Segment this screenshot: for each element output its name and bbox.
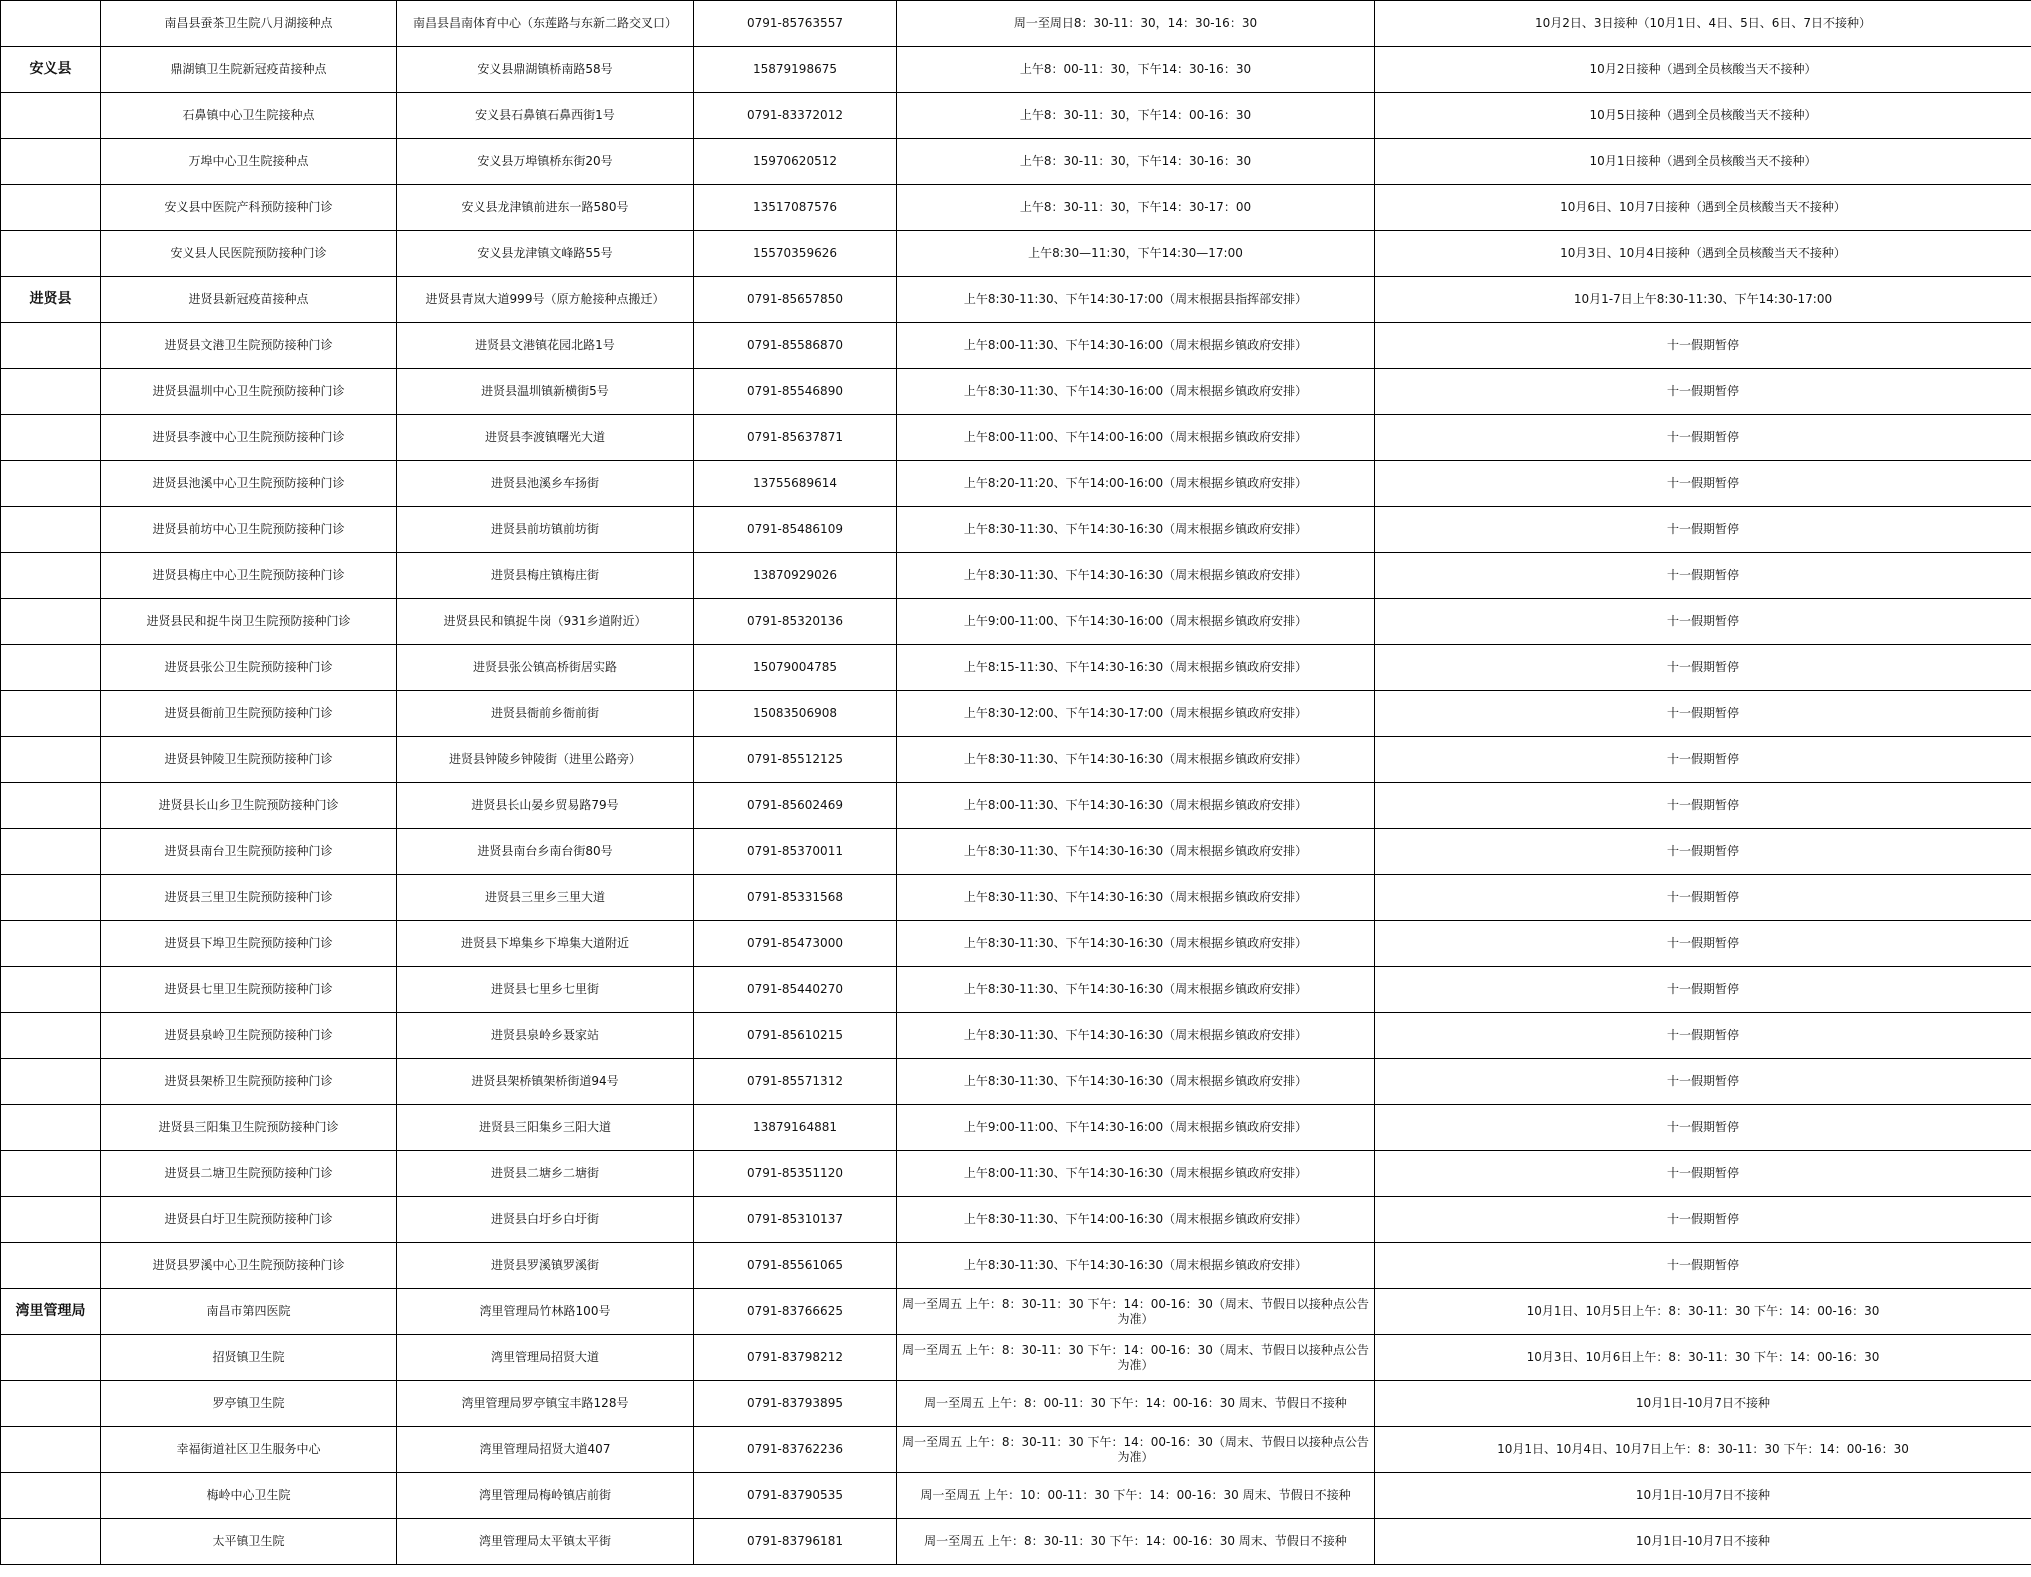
hours-cell: 上午8:20-11:20、下午14:00-16:00（周末根据乡镇政府安排） — [897, 461, 1375, 507]
hours-cell: 周一至周日8：30-11：30，14：30-16：30 — [897, 1, 1375, 47]
county-cell — [1, 1335, 101, 1381]
county-cell — [1, 553, 101, 599]
hours-cell: 上午9:00-11:00、下午14:30-16:00（周末根据乡镇政府安排） — [897, 1105, 1375, 1151]
table-row — [1, 1197, 2031, 1243]
address-cell: 进贤县三里乡三里大道 — [397, 875, 694, 921]
hours-cell: 上午8:30-11:30、下午14:30-16:30（周末根据乡镇政府安排） — [897, 1013, 1375, 1059]
table-row — [1, 875, 2031, 921]
table-row — [1, 737, 2031, 783]
phone-cell: 0791-85637871 — [694, 415, 897, 461]
site-name-cell: 进贤县三里卫生院预防接种门诊 — [101, 875, 397, 921]
county-cell — [1, 1381, 101, 1427]
holiday-schedule-cell: 十一假期暂停 — [1375, 415, 2031, 461]
address-cell: 进贤县三阳集乡三阳大道 — [397, 1105, 694, 1151]
address-cell: 湾里管理局招贤大道407 — [397, 1427, 694, 1473]
holiday-schedule-cell: 10月5日接种（遇到全员核酸当天不接种） — [1375, 93, 2031, 139]
phone-cell: 0791-83766625 — [694, 1289, 897, 1335]
hours-cell: 上午8:00-11:00、下午14:00-16:00（周末根据乡镇政府安排） — [897, 415, 1375, 461]
holiday-schedule-cell: 十一假期暂停 — [1375, 921, 2031, 967]
address-cell: 进贤县架桥镇架桥街道94号 — [397, 1059, 694, 1105]
site-name-cell: 安义县人民医院预防接种门诊 — [101, 231, 397, 277]
hours-cell: 上午8:30-11:30、下午14:30-17:00（周末根据县指挥部安排） — [897, 277, 1375, 323]
address-cell: 安义县鼎湖镇桥南路58号 — [397, 47, 694, 93]
address-cell: 进贤县南台乡南台街80号 — [397, 829, 694, 875]
holiday-schedule-cell: 10月1-7日上午8:30-11:30、下午14:30-17:00 — [1375, 277, 2031, 323]
holiday-schedule-cell: 十一假期暂停 — [1375, 829, 2031, 875]
site-name-cell: 进贤县三阳集卫生院预防接种门诊 — [101, 1105, 397, 1151]
hours-cell: 上午9:00-11:00、下午14:30-16:00（周末根据乡镇政府安排） — [897, 599, 1375, 645]
hours-cell: 上午8:30-11:30、下午14:30-16:30（周末根据乡镇政府安排） — [897, 1059, 1375, 1105]
county-cell — [1, 1059, 101, 1105]
county-cell — [1, 783, 101, 829]
table-row — [1, 1381, 2031, 1427]
site-name-cell: 进贤县池溪中心卫生院预防接种门诊 — [101, 461, 397, 507]
site-name-cell: 进贤县新冠疫苗接种点 — [101, 277, 397, 323]
hours-cell: 上午8:00-11:30、下午14:30-16:30（周末根据乡镇政府安排） — [897, 1151, 1375, 1197]
table-row — [1, 967, 2031, 1013]
county-cell — [1, 967, 101, 1013]
site-name-cell: 进贤县李渡中心卫生院预防接种门诊 — [101, 415, 397, 461]
hours-cell: 上午8:30-11:30、下午14:30-16:30（周末根据乡镇政府安排） — [897, 967, 1375, 1013]
county-cell — [1, 1197, 101, 1243]
phone-cell: 0791-85602469 — [694, 783, 897, 829]
address-cell: 进贤县青岚大道999号（原方舱接种点搬迁） — [397, 277, 694, 323]
holiday-schedule-cell: 十一假期暂停 — [1375, 737, 2031, 783]
holiday-schedule-cell: 10月3日、10月4日接种（遇到全员核酸当天不接种） — [1375, 231, 2031, 277]
hours-cell: 上午8:00-11:30、下午14:30-16:30（周末根据乡镇政府安排） — [897, 783, 1375, 829]
hours-cell: 上午8:30-11:30、下午14:30-16:30（周末根据乡镇政府安排） — [897, 737, 1375, 783]
table-row — [1, 1289, 2031, 1335]
holiday-schedule-cell: 十一假期暂停 — [1375, 645, 2031, 691]
holiday-schedule-cell: 十一假期暂停 — [1375, 1151, 2031, 1197]
table-row — [1, 1059, 2031, 1105]
table-row — [1, 277, 2031, 323]
holiday-schedule-cell: 10月3日、10月6日上午：8：30-11：30 下午：14：00-16：30 — [1375, 1335, 2031, 1381]
address-cell: 进贤县罗溪镇罗溪街 — [397, 1243, 694, 1289]
phone-cell: 0791-85310137 — [694, 1197, 897, 1243]
table-row — [1, 1519, 2031, 1565]
site-name-cell: 南昌市第四医院 — [101, 1289, 397, 1335]
address-cell: 进贤县长山晏乡贸易路79号 — [397, 783, 694, 829]
table-row — [1, 1427, 2031, 1473]
county-cell — [1, 1519, 101, 1565]
holiday-schedule-cell: 10月2日、3日接种（10月1日、4日、5日、6日、7日不接种） — [1375, 1, 2031, 47]
hours-cell: 周一至周五 上午：8：00-11：30 下午：14：00-16：30 周末、节假日不接种 — [897, 1381, 1375, 1427]
county-cell — [1, 1151, 101, 1197]
phone-cell: 0791-83798212 — [694, 1335, 897, 1381]
address-cell: 进贤县下埠集乡下埠集大道附近 — [397, 921, 694, 967]
phone-cell: 15570359626 — [694, 231, 897, 277]
phone-cell: 0791-85657850 — [694, 277, 897, 323]
holiday-schedule-cell: 十一假期暂停 — [1375, 783, 2031, 829]
site-name-cell: 进贤县七里卫生院预防接种门诊 — [101, 967, 397, 1013]
county-cell — [1, 645, 101, 691]
site-name-cell: 进贤县架桥卫生院预防接种门诊 — [101, 1059, 397, 1105]
county-cell — [1, 1473, 101, 1519]
site-name-cell: 进贤县文港卫生院预防接种门诊 — [101, 323, 397, 369]
table-row — [1, 1105, 2031, 1151]
phone-cell: 0791-85440270 — [694, 967, 897, 1013]
holiday-schedule-cell: 10月1日、10月5日上午：8：30-11：30 下午：14：00-16：30 — [1375, 1289, 2031, 1335]
site-name-cell: 进贤县南台卫生院预防接种门诊 — [101, 829, 397, 875]
address-cell: 进贤县泉岭乡聂家站 — [397, 1013, 694, 1059]
hours-cell: 周一至周五 上午：8：30-11：30 下午：14：00-16：30 周末、节假日不接种 — [897, 1519, 1375, 1565]
table-row — [1, 1243, 2031, 1289]
site-name-cell: 鼎湖镇卫生院新冠疫苗接种点 — [101, 47, 397, 93]
county-cell — [1, 415, 101, 461]
table-row — [1, 47, 2031, 93]
hours-cell: 上午8：00-11：30，下午14：30-16：30 — [897, 47, 1375, 93]
phone-cell: 0791-85512125 — [694, 737, 897, 783]
hours-cell: 上午8:30-12:00、下午14:30-17:00（周末根据乡镇政府安排） — [897, 691, 1375, 737]
address-cell: 进贤县梅庄镇梅庄街 — [397, 553, 694, 599]
phone-cell: 13755689614 — [694, 461, 897, 507]
site-name-cell: 进贤县梅庄中心卫生院预防接种门诊 — [101, 553, 397, 599]
county-cell: 安义县 — [1, 47, 101, 93]
county-cell — [1, 185, 101, 231]
hours-cell: 上午8:30-11:30、下午14:30-16:30（周末根据乡镇政府安排） — [897, 1243, 1375, 1289]
county-cell — [1, 875, 101, 921]
phone-cell: 0791-85586870 — [694, 323, 897, 369]
hours-cell: 周一至周五 上午：10：00-11：30 下午：14：00-16：30 周末、节假日不接种 — [897, 1473, 1375, 1519]
holiday-schedule-cell: 十一假期暂停 — [1375, 1197, 2031, 1243]
table-row — [1, 783, 2031, 829]
site-name-cell: 招贤镇卫生院 — [101, 1335, 397, 1381]
county-cell — [1, 461, 101, 507]
phone-cell: 0791-85561065 — [694, 1243, 897, 1289]
county-cell — [1, 1013, 101, 1059]
phone-cell: 0791-85331568 — [694, 875, 897, 921]
phone-cell: 0791-83762236 — [694, 1427, 897, 1473]
address-cell: 进贤县衙前乡衙前街 — [397, 691, 694, 737]
address-cell: 进贤县池溪乡车扬街 — [397, 461, 694, 507]
table-body — [1, 1, 2031, 1565]
site-name-cell: 进贤县衙前卫生院预防接种门诊 — [101, 691, 397, 737]
site-name-cell: 安义县中医院产科预防接种门诊 — [101, 185, 397, 231]
site-name-cell: 万埠中心卫生院接种点 — [101, 139, 397, 185]
phone-cell: 0791-85763557 — [694, 1, 897, 47]
site-name-cell: 进贤县钟陵卫生院预防接种门诊 — [101, 737, 397, 783]
holiday-schedule-cell: 10月1日、10月4日、10月7日上午：8：30-11：30 下午：14：00-16：30 — [1375, 1427, 2031, 1473]
county-cell — [1, 737, 101, 783]
hours-cell: 上午8：30-11：30，下午14：00-16：30 — [897, 93, 1375, 139]
address-cell: 进贤县文港镇花园北路1号 — [397, 323, 694, 369]
address-cell: 湾里管理局招贤大道 — [397, 1335, 694, 1381]
hours-cell: 上午8:15-11:30、下午14:30-16:30（周末根据乡镇政府安排） — [897, 645, 1375, 691]
holiday-schedule-cell: 10月1日-10月7日不接种 — [1375, 1381, 2031, 1427]
hours-cell: 上午8:00-11:30、下午14:30-16:00（周末根据乡镇政府安排） — [897, 323, 1375, 369]
phone-cell: 0791-85486109 — [694, 507, 897, 553]
site-name-cell: 南昌县蚕茶卫生院八月湖接种点 — [101, 1, 397, 47]
phone-cell: 0791-83790535 — [694, 1473, 897, 1519]
address-cell: 进贤县温圳镇新横街5号 — [397, 369, 694, 415]
holiday-schedule-cell: 十一假期暂停 — [1375, 323, 2031, 369]
table-row — [1, 185, 2031, 231]
county-cell — [1, 139, 101, 185]
address-cell: 南昌县昌南体育中心（东莲路与东新二路交叉口） — [397, 1, 694, 47]
site-name-cell: 石鼻镇中心卫生院接种点 — [101, 93, 397, 139]
site-name-cell: 进贤县民和捉牛岗卫生院预防接种门诊 — [101, 599, 397, 645]
county-cell — [1, 323, 101, 369]
hours-cell: 上午8：30-11：30，下午14：30-17：00 — [897, 185, 1375, 231]
county-cell — [1, 231, 101, 277]
address-cell: 湾里管理局竹林路100号 — [397, 1289, 694, 1335]
hours-cell: 上午8:30-11:30、下午14:30-16:30（周末根据乡镇政府安排） — [897, 829, 1375, 875]
address-cell: 安义县石鼻镇石鼻西街1号 — [397, 93, 694, 139]
holiday-schedule-cell: 十一假期暂停 — [1375, 1243, 2031, 1289]
address-cell: 进贤县二塘乡二塘街 — [397, 1151, 694, 1197]
table-row — [1, 1151, 2031, 1197]
hours-cell: 上午8:30-11:30、下午14:30-16:30（周末根据乡镇政府安排） — [897, 875, 1375, 921]
table-row — [1, 507, 2031, 553]
site-name-cell: 进贤县前坊中心卫生院预防接种门诊 — [101, 507, 397, 553]
address-cell: 湾里管理局太平镇太平街 — [397, 1519, 694, 1565]
holiday-schedule-cell: 10月2日接种（遇到全员核酸当天不接种） — [1375, 47, 2031, 93]
phone-cell: 13879164881 — [694, 1105, 897, 1151]
hours-cell: 周一至周五 上午：8：30-11：30 下午：14：00-16：30（周末、节假日以接种点公告为准） — [897, 1427, 1375, 1473]
table-row — [1, 1473, 2031, 1519]
table-row — [1, 829, 2031, 875]
site-name-cell: 进贤县泉岭卫生院预防接种门诊 — [101, 1013, 397, 1059]
county-cell — [1, 1105, 101, 1151]
holiday-schedule-cell: 十一假期暂停 — [1375, 461, 2031, 507]
phone-cell: 13517087576 — [694, 185, 897, 231]
holiday-schedule-cell: 十一假期暂停 — [1375, 1105, 2031, 1151]
site-name-cell: 进贤县张公卫生院预防接种门诊 — [101, 645, 397, 691]
holiday-schedule-cell: 十一假期暂停 — [1375, 599, 2031, 645]
hours-cell: 上午8:30-11:30、下午14:30-16:30（周末根据乡镇政府安排） — [897, 553, 1375, 599]
table-row — [1, 553, 2031, 599]
table-row — [1, 645, 2031, 691]
table-row — [1, 415, 2031, 461]
phone-cell: 0791-83796181 — [694, 1519, 897, 1565]
table-row — [1, 461, 2031, 507]
holiday-schedule-cell: 十一假期暂停 — [1375, 507, 2031, 553]
table-row — [1, 921, 2031, 967]
county-cell: 湾里管理局 — [1, 1289, 101, 1335]
site-name-cell: 太平镇卫生院 — [101, 1519, 397, 1565]
holiday-schedule-cell: 十一假期暂停 — [1375, 691, 2031, 737]
table-row — [1, 1, 2031, 47]
table-row — [1, 691, 2031, 737]
county-cell — [1, 921, 101, 967]
table-row — [1, 1013, 2031, 1059]
phone-cell: 0791-85473000 — [694, 921, 897, 967]
phone-cell: 15083506908 — [694, 691, 897, 737]
address-cell: 湾里管理局罗亭镇宝丰路128号 — [397, 1381, 694, 1427]
holiday-schedule-cell: 十一假期暂停 — [1375, 1059, 2031, 1105]
phone-cell: 15970620512 — [694, 139, 897, 185]
address-cell: 进贤县李渡镇曙光大道 — [397, 415, 694, 461]
county-cell — [1, 1243, 101, 1289]
county-cell — [1, 93, 101, 139]
address-cell: 进贤县钟陵乡钟陵街（进里公路旁） — [397, 737, 694, 783]
phone-cell: 0791-85320136 — [694, 599, 897, 645]
site-name-cell: 进贤县温圳中心卫生院预防接种门诊 — [101, 369, 397, 415]
phone-cell: 0791-85370011 — [694, 829, 897, 875]
address-cell: 安义县万埠镇桥东街20号 — [397, 139, 694, 185]
address-cell: 进贤县白圩乡白圩街 — [397, 1197, 694, 1243]
site-name-cell: 进贤县罗溪中心卫生院预防接种门诊 — [101, 1243, 397, 1289]
holiday-schedule-cell: 十一假期暂停 — [1375, 967, 2031, 1013]
phone-cell: 0791-85571312 — [694, 1059, 897, 1105]
holiday-schedule-cell: 十一假期暂停 — [1375, 553, 2031, 599]
county-cell — [1, 507, 101, 553]
address-cell: 进贤县民和镇捉牛岗（931乡道附近） — [397, 599, 694, 645]
hours-cell: 周一至周五 上午：8：30-11：30 下午：14：00-16：30（周末、节假日以接种点公告为准） — [897, 1335, 1375, 1381]
table-row — [1, 369, 2031, 415]
county-cell — [1, 691, 101, 737]
county-cell: 进贤县 — [1, 277, 101, 323]
hours-cell: 上午8:30-11:30、下午14:30-16:00（周末根据乡镇政府安排） — [897, 369, 1375, 415]
site-name-cell: 进贤县长山乡卫生院预防接种门诊 — [101, 783, 397, 829]
county-cell — [1, 829, 101, 875]
site-name-cell: 进贤县下埠卫生院预防接种门诊 — [101, 921, 397, 967]
holiday-schedule-cell: 十一假期暂停 — [1375, 875, 2031, 921]
hours-cell: 上午8：30-11：30，下午14：30-16：30 — [897, 139, 1375, 185]
phone-cell: 0791-85546890 — [694, 369, 897, 415]
table-row — [1, 231, 2031, 277]
phone-cell: 0791-83372012 — [694, 93, 897, 139]
address-cell: 进贤县七里乡七里街 — [397, 967, 694, 1013]
hours-cell: 周一至周五 上午：8：30-11：30 下午：14：00-16：30（周末、节假日以接种点公告为准） — [897, 1289, 1375, 1335]
table-row — [1, 1335, 2031, 1381]
holiday-schedule-cell: 10月6日、10月7日接种（遇到全员核酸当天不接种） — [1375, 185, 2031, 231]
site-name-cell: 进贤县白圩卫生院预防接种门诊 — [101, 1197, 397, 1243]
holiday-schedule-cell: 10月1日接种（遇到全员核酸当天不接种） — [1375, 139, 2031, 185]
address-cell: 进贤县前坊镇前坊街 — [397, 507, 694, 553]
address-cell: 安义县龙津镇前进东一路580号 — [397, 185, 694, 231]
holiday-schedule-cell: 十一假期暂停 — [1375, 369, 2031, 415]
site-name-cell: 进贤县二塘卫生院预防接种门诊 — [101, 1151, 397, 1197]
county-cell — [1, 369, 101, 415]
table-row — [1, 599, 2031, 645]
holiday-schedule-cell: 10月1日-10月7日不接种 — [1375, 1519, 2031, 1565]
table-row — [1, 323, 2031, 369]
address-cell: 湾里管理局梅岭镇店前街 — [397, 1473, 694, 1519]
site-name-cell: 罗亭镇卫生院 — [101, 1381, 397, 1427]
site-name-cell: 梅岭中心卫生院 — [101, 1473, 397, 1519]
phone-cell: 0791-83793895 — [694, 1381, 897, 1427]
hours-cell: 上午8:30-11:30、下午14:00-16:30（周末根据乡镇政府安排） — [897, 1197, 1375, 1243]
hours-cell: 上午8:30—11:30，下午14:30—17:00 — [897, 231, 1375, 277]
phone-cell: 0791-85351120 — [694, 1151, 897, 1197]
address-cell: 进贤县张公镇高桥街居实路 — [397, 645, 694, 691]
county-cell — [1, 1, 101, 47]
county-cell — [1, 599, 101, 645]
holiday-schedule-cell: 十一假期暂停 — [1375, 1013, 2031, 1059]
phone-cell: 15079004785 — [694, 645, 897, 691]
site-name-cell: 幸福街道社区卫生服务中心 — [101, 1427, 397, 1473]
county-cell — [1, 1427, 101, 1473]
address-cell: 安义县龙津镇文峰路55号 — [397, 231, 694, 277]
phone-cell: 13870929026 — [694, 553, 897, 599]
phone-cell: 15879198675 — [694, 47, 897, 93]
hours-cell: 上午8:30-11:30、下午14:30-16:30（周末根据乡镇政府安排） — [897, 921, 1375, 967]
table-row — [1, 139, 2031, 185]
phone-cell: 0791-85610215 — [694, 1013, 897, 1059]
hours-cell: 上午8:30-11:30、下午14:30-16:30（周末根据乡镇政府安排） — [897, 507, 1375, 553]
table-row — [1, 93, 2031, 139]
holiday-schedule-cell: 10月1日-10月7日不接种 — [1375, 1473, 2031, 1519]
